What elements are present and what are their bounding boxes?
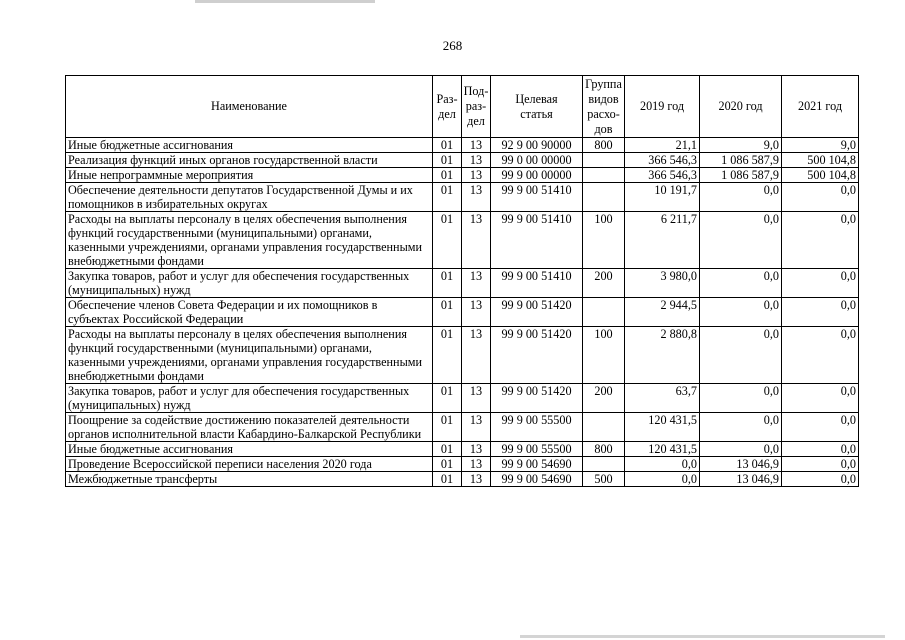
table-row: [66, 457, 859, 472]
row-subsection: 13: [462, 472, 491, 487]
col-target-header: [491, 76, 583, 138]
col-group-header-line: расхо-: [587, 106, 620, 121]
row-section: 01: [433, 138, 462, 153]
row-2019: 10 191,7: [625, 183, 700, 212]
row-2021: 0,0: [782, 457, 859, 472]
row-name: Расходы на выплаты персоналу в целях обеспечения выполнения функций государственными (муниципальными) органами, казенными учреждениями, органами управления государственными внебюджетными фондами: [66, 327, 433, 384]
row-group: [583, 168, 625, 183]
row-subsection: 13: [462, 183, 491, 212]
row-group: 800: [583, 138, 625, 153]
col-group-header-line: видов: [588, 91, 619, 106]
row-2021: 0,0: [782, 472, 859, 487]
row-target: 99 9 00 51410: [491, 212, 583, 269]
row-2020: 0,0: [700, 269, 782, 298]
col-group-header-line: Группа: [585, 76, 622, 91]
row-group: [583, 183, 625, 212]
row-section: 01: [433, 327, 462, 384]
row-2019: 2 944,5: [625, 298, 700, 327]
row-2021: 500 104,8: [782, 168, 859, 183]
row-2021: 0,0: [782, 442, 859, 457]
col-section-header-line: дел: [438, 106, 456, 121]
row-2021: 0,0: [782, 269, 859, 298]
row-2019: 63,7: [625, 384, 700, 413]
row-section: 01: [433, 472, 462, 487]
row-target: 99 9 00 55500: [491, 442, 583, 457]
row-2019: 2 880,8: [625, 327, 700, 384]
row-subsection: 13: [462, 212, 491, 269]
page-number: 268: [442, 38, 463, 53]
col-section-header: [433, 76, 462, 138]
row-name: Проведение Всероссийской переписи населения 2020 года: [66, 457, 433, 472]
row-2020: 0,0: [700, 442, 782, 457]
row-name: Поощрение за содействие достижению показателей деятельности органов исполнительной власти Кабардино-Балкарской Республики: [66, 413, 433, 442]
row-section: 01: [433, 269, 462, 298]
table-row: [66, 138, 859, 153]
row-group: [583, 153, 625, 168]
scan-artifact-bottom: [520, 635, 885, 638]
row-2021: 0,0: [782, 384, 859, 413]
table-row: [66, 168, 859, 183]
row-section: 01: [433, 212, 462, 269]
row-2019: 0,0: [625, 457, 700, 472]
row-name: Закупка товаров, работ и услуг для обеспечения государственных (муниципальных) нужд: [66, 384, 433, 413]
table-row: [66, 269, 859, 298]
row-2020: 1 086 587,9: [700, 153, 782, 168]
row-subsection: 13: [462, 298, 491, 327]
row-2021: 500 104,8: [782, 153, 859, 168]
row-group: 500: [583, 472, 625, 487]
table-row: [66, 183, 859, 212]
row-2019: 3 980,0: [625, 269, 700, 298]
row-target: 99 9 00 54690: [491, 457, 583, 472]
row-target: 99 0 00 00000: [491, 153, 583, 168]
row-section: 01: [433, 413, 462, 442]
row-2019: 21,1: [625, 138, 700, 153]
table-body: [66, 138, 859, 487]
col-name-header: Наименование: [66, 76, 433, 138]
row-target: 99 9 00 00000: [491, 168, 583, 183]
scan-artifact-top: [195, 0, 375, 3]
row-section: 01: [433, 168, 462, 183]
row-group: [583, 298, 625, 327]
row-2020: 0,0: [700, 384, 782, 413]
row-subsection: 13: [462, 457, 491, 472]
row-2020: 13 046,9: [700, 457, 782, 472]
row-group: 800: [583, 442, 625, 457]
row-name: Иные бюджетные ассигнования: [66, 138, 433, 153]
row-2019: 120 431,5: [625, 442, 700, 457]
budget-table: [65, 75, 859, 487]
row-subsection: 13: [462, 327, 491, 384]
table-row: [66, 212, 859, 269]
row-2021: 0,0: [782, 183, 859, 212]
row-2020: 0,0: [700, 327, 782, 384]
row-section: 01: [433, 298, 462, 327]
row-subsection: 13: [462, 168, 491, 183]
table-row: [66, 472, 859, 487]
row-2021: 0,0: [782, 298, 859, 327]
row-target: 99 9 00 51420: [491, 298, 583, 327]
row-section: 01: [433, 442, 462, 457]
row-2020: 0,0: [700, 298, 782, 327]
row-target: 99 9 00 54690: [491, 472, 583, 487]
row-name: Расходы на выплаты персоналу в целях обеспечения выполнения функций государственными (муниципальными) органами, казенными учреждениями, органами управления государственными внебюджетными фондами: [66, 212, 433, 269]
row-group: 200: [583, 384, 625, 413]
row-target: 99 9 00 51420: [491, 384, 583, 413]
col-subsection-header-line: дел: [467, 114, 485, 128]
col-section-header-line: Раз-: [436, 91, 458, 106]
row-2021: 0,0: [782, 212, 859, 269]
row-target: 99 9 00 51420: [491, 327, 583, 384]
row-target: 92 9 00 90000: [491, 138, 583, 153]
table-header: [66, 76, 859, 138]
row-subsection: 13: [462, 269, 491, 298]
col-subsection-header: [462, 76, 491, 138]
row-2021: 0,0: [782, 413, 859, 442]
row-section: 01: [433, 384, 462, 413]
row-subsection: 13: [462, 138, 491, 153]
row-2020: 1 086 587,9: [700, 168, 782, 183]
table-row: [66, 153, 859, 168]
row-section: 01: [433, 183, 462, 212]
row-target: 99 9 00 51410: [491, 183, 583, 212]
col-2021-header: 2021 год: [782, 76, 859, 138]
row-2019: 0,0: [625, 472, 700, 487]
row-name: Обеспечение членов Совета Федерации и их помощников в субъектах Российской Федерации: [66, 298, 433, 327]
row-section: 01: [433, 153, 462, 168]
row-2020: 0,0: [700, 183, 782, 212]
table-row: [66, 327, 859, 384]
row-name: Иные бюджетные ассигнования: [66, 442, 433, 457]
row-2019: 120 431,5: [625, 413, 700, 442]
row-subsection: 13: [462, 442, 491, 457]
row-2020: 0,0: [700, 413, 782, 442]
row-2021: 9,0: [782, 138, 859, 153]
row-name: Межбюджетные трансферты: [66, 472, 433, 487]
table-row: [66, 442, 859, 457]
row-2020: 13 046,9: [700, 472, 782, 487]
col-target-header-line: Целевая: [515, 91, 558, 106]
col-subsection-header-line: раз-: [465, 99, 487, 113]
row-2019: 366 546,3: [625, 168, 700, 183]
table-row: [66, 298, 859, 327]
col-group-header-line: дов: [594, 121, 613, 136]
table-row: [66, 384, 859, 413]
row-2020: 9,0: [700, 138, 782, 153]
row-name: Реализация функций иных органов государственной власти: [66, 153, 433, 168]
row-group: 200: [583, 269, 625, 298]
row-name: Обеспечение деятельности депутатов Государственной Думы и их помощников в избирательных округах: [66, 183, 433, 212]
row-group: [583, 457, 625, 472]
row-name: Иные непрограммные мероприятия: [66, 168, 433, 183]
row-subsection: 13: [462, 153, 491, 168]
row-subsection: 13: [462, 413, 491, 442]
row-section: 01: [433, 457, 462, 472]
col-group-header: [583, 76, 625, 138]
col-target-header-line: статья: [520, 106, 553, 121]
col-subsection-header-line: Под-: [463, 84, 489, 98]
row-target: 99 9 00 51410: [491, 269, 583, 298]
row-2019: 366 546,3: [625, 153, 700, 168]
row-2020: 0,0: [700, 212, 782, 269]
table-row: [66, 413, 859, 442]
row-group: [583, 413, 625, 442]
row-target: 99 9 00 55500: [491, 413, 583, 442]
col-2020-header: 2020 год: [700, 76, 782, 138]
col-2019-header: 2019 год: [625, 76, 700, 138]
row-group: 100: [583, 212, 625, 269]
row-name: Закупка товаров, работ и услуг для обеспечения государственных (муниципальных) нужд: [66, 269, 433, 298]
row-2021: 0,0: [782, 327, 859, 384]
row-2019: 6 211,7: [625, 212, 700, 269]
row-subsection: 13: [462, 384, 491, 413]
row-group: 100: [583, 327, 625, 384]
